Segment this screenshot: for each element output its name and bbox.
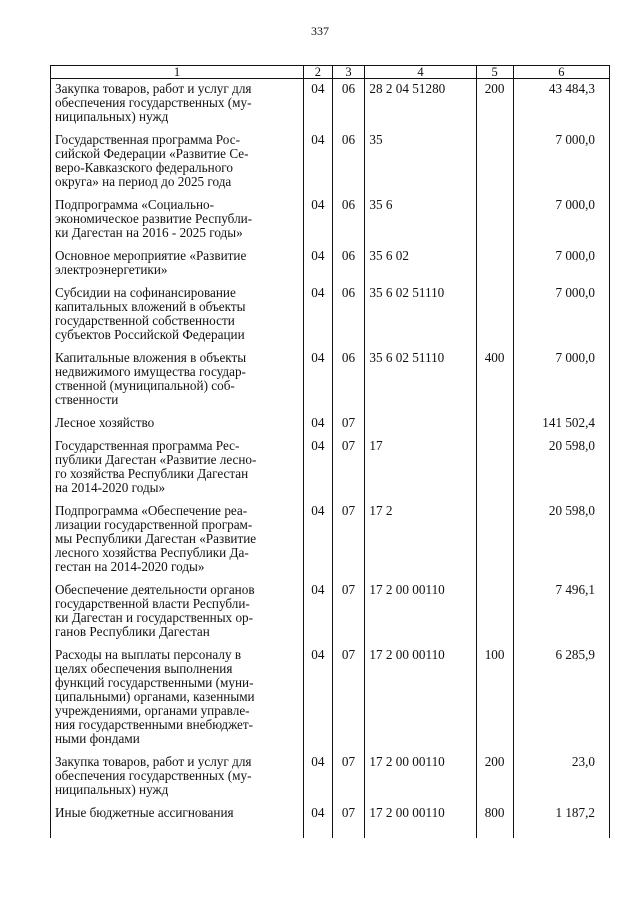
expense-name-line: государственной власти Республи- <box>55 596 250 611</box>
subsection-code-cell: 06 <box>332 130 365 195</box>
section-code-cell: 04 <box>304 283 333 348</box>
expense-type-cell <box>476 436 513 501</box>
table-row <box>51 752 610 803</box>
amount-cell: 6 285,9 <box>513 645 609 752</box>
expense-name-line: округа» на период до 2025 года <box>55 174 232 189</box>
budget-table <box>50 65 610 838</box>
expense-name-line: субъектов Российской Федерации <box>55 327 245 342</box>
expense-type-cell <box>476 195 513 246</box>
subsection-code-cell: 06 <box>332 79 365 131</box>
table-row <box>51 79 610 131</box>
subsection-code-cell: 07 <box>332 413 365 436</box>
expense-name-line: Государственная программа Рос- <box>55 132 240 147</box>
expense-name-line: Обеспечение деятельности органов <box>55 582 255 597</box>
expense-type-cell <box>476 130 513 195</box>
expense-name-line: го хозяйства Республики Дагестан <box>55 466 249 481</box>
table-row <box>51 130 610 195</box>
subsection-code-cell: 06 <box>332 195 365 246</box>
table-row <box>51 501 610 580</box>
expense-name-line: Лесное хозяйство <box>55 415 155 430</box>
section-code-cell: 04 <box>304 413 333 436</box>
section-code-cell: 04 <box>304 246 333 283</box>
expense-name-line: лесного хозяйства Республики Да- <box>55 545 249 560</box>
expense-name-cell <box>51 283 304 348</box>
subsection-code-cell: 07 <box>332 803 365 838</box>
expense-name-line: Субсидии на софинансирование <box>55 285 236 300</box>
section-code-cell: 04 <box>304 752 333 803</box>
column-header-3: 3 <box>332 66 365 79</box>
expense-name-line: Основное мероприятие «Развитие <box>55 248 247 263</box>
expense-type-cell <box>476 580 513 645</box>
expense-name-cell <box>51 803 304 838</box>
expense-name-cell <box>51 645 304 752</box>
expense-type-cell: 200 <box>476 79 513 131</box>
expense-name-line: публики Дагестан «Развитие лесно- <box>55 452 257 467</box>
column-header-2: 2 <box>304 66 333 79</box>
expense-name-line: экономическое развитие Республи- <box>55 211 253 226</box>
expense-name-line: целях обеспечения выполнения <box>55 661 233 676</box>
section-code-cell: 04 <box>304 195 333 246</box>
expense-name-cell <box>51 436 304 501</box>
expense-name-line: ниципальных) нужд <box>55 109 169 124</box>
expense-name-line: Подпрограмма «Обеспечение реа- <box>55 503 248 518</box>
amount-cell: 141 502,4 <box>513 413 609 436</box>
subsection-code-cell: 06 <box>332 348 365 413</box>
subsection-code-cell: 06 <box>332 283 365 348</box>
table-body <box>51 79 610 839</box>
subsection-code-cell: 06 <box>332 246 365 283</box>
expense-name-line: электроэнергетики» <box>55 262 168 277</box>
amount-cell: 7 000,0 <box>513 283 609 348</box>
target-article-cell: 17 2 00 00110 <box>365 645 476 752</box>
amount-cell: 20 598,0 <box>513 501 609 580</box>
expense-name-line: государственной собственности <box>55 313 235 328</box>
column-header-4: 4 <box>365 66 476 79</box>
expense-name-line: ципальными) органами, казенными <box>55 689 255 704</box>
expense-name-line: ки Дагестан и государственных ор- <box>55 610 254 625</box>
column-header-6: 6 <box>513 66 609 79</box>
target-article-cell: 17 <box>365 436 476 501</box>
expense-name-line: ственной (муниципальной) соб- <box>55 378 235 393</box>
expense-name-line: Государственная программа Рес- <box>55 438 240 453</box>
expense-name-line: недвижимого имущества государ- <box>55 364 246 379</box>
amount-cell: 1 187,2 <box>513 803 609 838</box>
table-row <box>51 246 610 283</box>
expense-name-line: функций государственными (муни- <box>55 675 254 690</box>
table-row <box>51 195 610 246</box>
expense-name-line: Закупка товаров, работ и услуг для <box>55 81 252 96</box>
expense-name-line: ния государственными внебюджет- <box>55 717 254 732</box>
expense-name-line: гестан на 2014-2020 годы» <box>55 559 205 574</box>
expense-name-line: веро-Кавказского федерального <box>55 160 233 175</box>
target-article-cell: 17 2 00 00110 <box>365 580 476 645</box>
target-article-cell: 35 6 02 51110 <box>365 283 476 348</box>
target-article-cell <box>365 413 476 436</box>
section-code-cell: 04 <box>304 580 333 645</box>
column-header-1: 1 <box>51 66 304 79</box>
expense-name-line: Закупка товаров, работ и услуг для <box>55 754 252 769</box>
expense-type-cell: 200 <box>476 752 513 803</box>
amount-cell: 7 000,0 <box>513 195 609 246</box>
section-code-cell: 04 <box>304 348 333 413</box>
section-code-cell: 04 <box>304 645 333 752</box>
expense-name-cell <box>51 752 304 803</box>
amount-cell: 7 000,0 <box>513 246 609 283</box>
expense-name-cell <box>51 348 304 413</box>
table-header-row <box>51 66 610 79</box>
subsection-code-cell: 07 <box>332 645 365 752</box>
amount-cell: 23,0 <box>513 752 609 803</box>
target-article-cell: 35 6 02 51110 <box>365 348 476 413</box>
expense-type-cell: 400 <box>476 348 513 413</box>
target-article-cell: 28 2 04 51280 <box>365 79 476 131</box>
table-row <box>51 580 610 645</box>
table-row <box>51 645 610 752</box>
expense-type-cell <box>476 283 513 348</box>
expense-name-cell <box>51 79 304 131</box>
expense-type-cell <box>476 413 513 436</box>
expense-type-cell <box>476 501 513 580</box>
expense-name-cell <box>51 580 304 645</box>
expense-name-line: обеспечения государственных (му- <box>55 768 252 783</box>
table-row <box>51 803 610 838</box>
amount-cell: 43 484,3 <box>513 79 609 131</box>
table-row <box>51 413 610 436</box>
expense-name-line: Подпрограмма «Социально- <box>55 197 215 212</box>
subsection-code-cell: 07 <box>332 580 365 645</box>
table-row <box>51 348 610 413</box>
expense-name-cell <box>51 195 304 246</box>
section-code-cell: 04 <box>304 803 333 838</box>
expense-name-cell <box>51 501 304 580</box>
page-number: 337 <box>311 24 329 38</box>
column-header-5: 5 <box>476 66 513 79</box>
expense-name-line: ными фондами <box>55 731 140 746</box>
amount-cell: 7 000,0 <box>513 130 609 195</box>
expense-name-line: капитальных вложений в объекты <box>55 299 246 314</box>
expense-name-cell <box>51 413 304 436</box>
subsection-code-cell: 07 <box>332 501 365 580</box>
expense-name-line: обеспечения государственных (му- <box>55 95 252 110</box>
section-code-cell: 04 <box>304 130 333 195</box>
expense-name-line: мы Республики Дагестан «Развитие <box>55 531 257 546</box>
expense-name-line: Капитальные вложения в объекты <box>55 350 247 365</box>
amount-cell: 7 000,0 <box>513 348 609 413</box>
subsection-code-cell: 07 <box>332 752 365 803</box>
expense-type-cell <box>476 246 513 283</box>
expense-name-line: ки Дагестан на 2016 - 2025 годы» <box>55 225 243 240</box>
expense-name-line: учреждениями, органами управле- <box>55 703 250 718</box>
section-code-cell: 04 <box>304 436 333 501</box>
expense-name-line: Расходы на выплаты персоналу в <box>55 647 242 662</box>
expense-name-line: на 2014-2020 годы» <box>55 480 166 495</box>
expense-type-cell: 800 <box>476 803 513 838</box>
target-article-cell: 35 6 <box>365 195 476 246</box>
target-article-cell: 17 2 00 00110 <box>365 752 476 803</box>
target-article-cell: 17 2 <box>365 501 476 580</box>
table-row <box>51 436 610 501</box>
expense-name-line: ганов Республики Дагестан <box>55 624 210 639</box>
expense-name-line: ниципальных) нужд <box>55 782 169 797</box>
expense-name-cell <box>51 130 304 195</box>
expense-name-line: Иные бюджетные ассигнования <box>55 805 234 820</box>
subsection-code-cell: 07 <box>332 436 365 501</box>
target-article-cell: 17 2 00 00110 <box>365 803 476 838</box>
amount-cell: 7 496,1 <box>513 580 609 645</box>
expense-name-line: ственности <box>55 392 119 407</box>
amount-cell: 20 598,0 <box>513 436 609 501</box>
section-code-cell: 04 <box>304 79 333 131</box>
target-article-cell: 35 6 02 <box>365 246 476 283</box>
expense-name-cell <box>51 246 304 283</box>
target-article-cell: 35 <box>365 130 476 195</box>
section-code-cell: 04 <box>304 501 333 580</box>
expense-name-line: лизации государственной програм- <box>55 517 253 532</box>
expense-name-line: сийской Федерации «Развитие Се- <box>55 146 249 161</box>
table-row <box>51 283 610 348</box>
expense-type-cell: 100 <box>476 645 513 752</box>
